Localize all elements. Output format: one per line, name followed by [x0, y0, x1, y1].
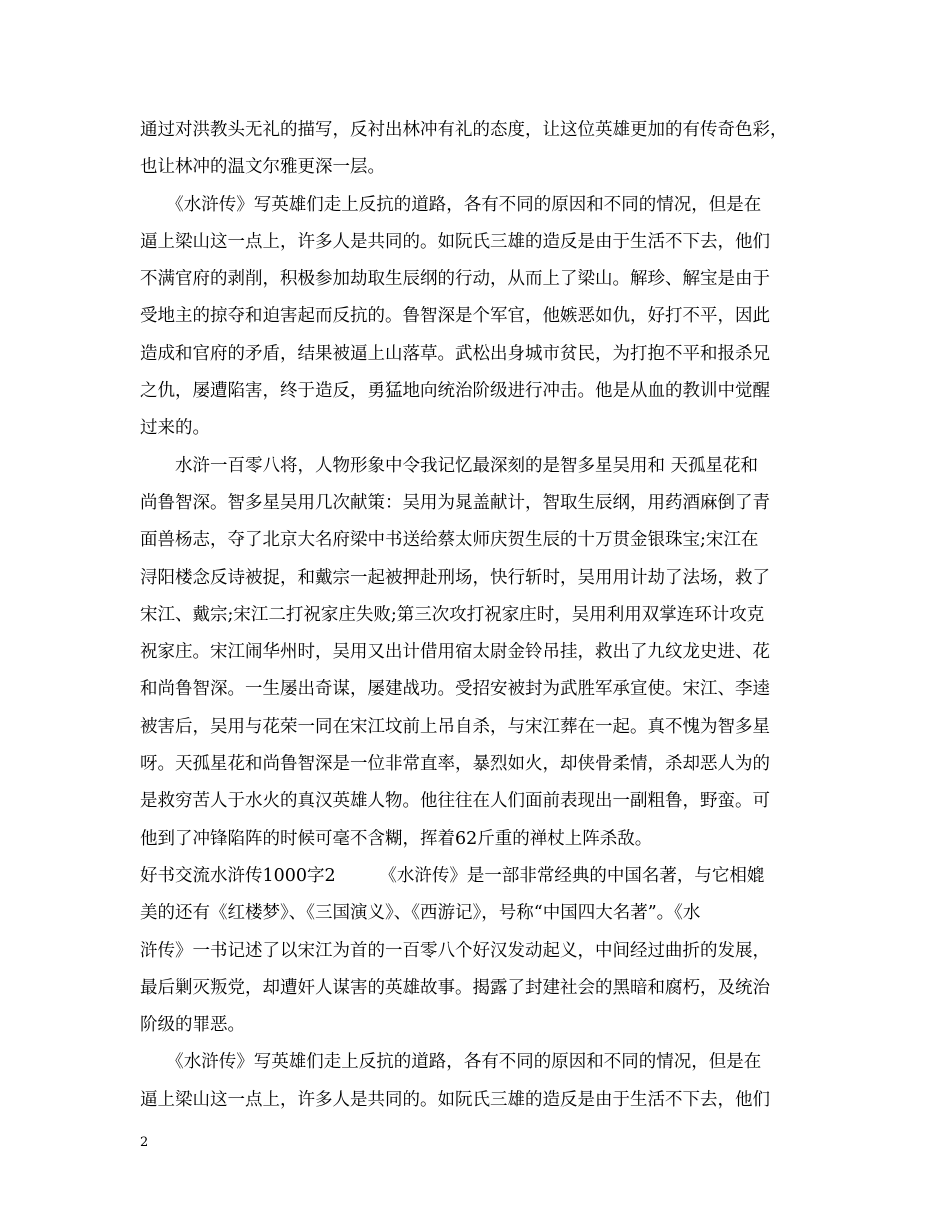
- text-line: 最后剿灭叛党，却遭奸人谋害的英雄故事。揭露了封建社会的黑暗和腐朽，及统治: [140, 977, 770, 998]
- text-line: 造成和官府的矛盾，结果被逼上山落草。武松出身城市贫民，为打抱不平和报杀兄: [140, 343, 770, 364]
- page-number: 2: [140, 1135, 149, 1150]
- text-line: 浒传》一书记述了以宋江为首的一百零八个好汉发动起义，中间经过曲折的发展，: [140, 940, 770, 961]
- text-line: 也让林冲的温文尔雅更深一层。: [140, 157, 385, 178]
- text-line: 呀。天孤星花和尚鲁智深是一位非常直率，暴烈如火，却侠骨柔情，杀却恶人为的: [140, 754, 770, 775]
- text-line: 好书交流水浒传1000字2 《水浒传》是一部非常经典的中国名著，与它相媲: [140, 865, 765, 886]
- text-line: 他到了冲锋陷阵的时候可毫不含糊，挥着62斤重的禅杖上阵杀敌。: [140, 828, 653, 849]
- text-line: 浔阳楼念反诗被捉，和戴宗一起被押赴刑场，快行斩时，吴用用计劫了法场，救了: [140, 567, 770, 588]
- text-line: 通过对洪教头无礼的描写，反衬出林冲有礼的态度，让这位英雄更加的有传奇色彩，: [140, 120, 788, 140]
- text-line: 被害后，吴用与花荣一同在宋江坟前上吊自杀，与宋江葬在一起。真不愧为智多星: [140, 716, 770, 737]
- text-line: 水浒一百零八将，人物形象中令我记忆最深刻的是智多星吴用和 天孤星花和: [140, 455, 759, 476]
- text-line: 祝家庄。宋江闹华州时，吴用又出计借用宿太尉金铃吊挂，救出了九纹龙史进、花: [140, 642, 770, 663]
- text-line: 之仇，屡遭陷害，终于造反，勇猛地向统治阶级进行冲击。他是从血的教训中觉醒: [140, 381, 770, 402]
- text-line: 和尚鲁智深。一生屡出奇谋，屡建战功。受招安被封为武胜军承宣使。宋江、李逵: [140, 679, 770, 700]
- text-line: 宋江、戴宗;宋江二打祝家庄失败;第三次攻打祝家庄时，吴用利用双掌连环计攻克: [140, 604, 765, 625]
- text-line: 逼上梁山这一点上，许多人是共同的。如阮氏三雄的造反是由于生活不下去，他们: [140, 1089, 770, 1110]
- body-text: [140, 112, 812, 1119]
- text-line: 《水浒传》写英雄们走上反抗的道路，各有不同的原因和不同的情况，但是在: [140, 1052, 762, 1073]
- text-line: 是救穷苦人于水火的真汉英雄人物。他往往在人们面前表现出一副粗鲁，野蛮。可: [140, 791, 770, 812]
- text-line: 过来的。: [140, 418, 210, 439]
- text-line: 面兽杨志，夺了北京大名府梁中书送给蔡太师庆贺生辰的十万贯金银珠宝;宋江在: [140, 530, 759, 551]
- text-line: 尚鲁智深。智多星吴用几次献策：吴用为晁盖献计，智取生辰纲，用药酒麻倒了青: [140, 492, 770, 513]
- text-line: 美的还有《红楼梦》、《三国演义》、《西游记》，号称“中国四大名著”。《水: [140, 903, 701, 924]
- text-line: 《水浒传》写英雄们走上反抗的道路，各有不同的原因和不同的情况，但是在: [140, 194, 762, 215]
- text-line: 阶级的罪恶。: [140, 1015, 245, 1036]
- text-line: 受地主的掠夺和迫害起而反抗的。鲁智深是个军官，他嫉恶如仇，好打不平，因此: [140, 306, 770, 327]
- text-line: 不满官府的剥削，积极参加劫取生辰纲的行动，从而上了梁山。解珍、解宝是由于: [140, 269, 770, 290]
- text-line: 逼上梁山这一点上，许多人是共同的。如阮氏三雄的造反是由于生活不下去，他们: [140, 231, 770, 252]
